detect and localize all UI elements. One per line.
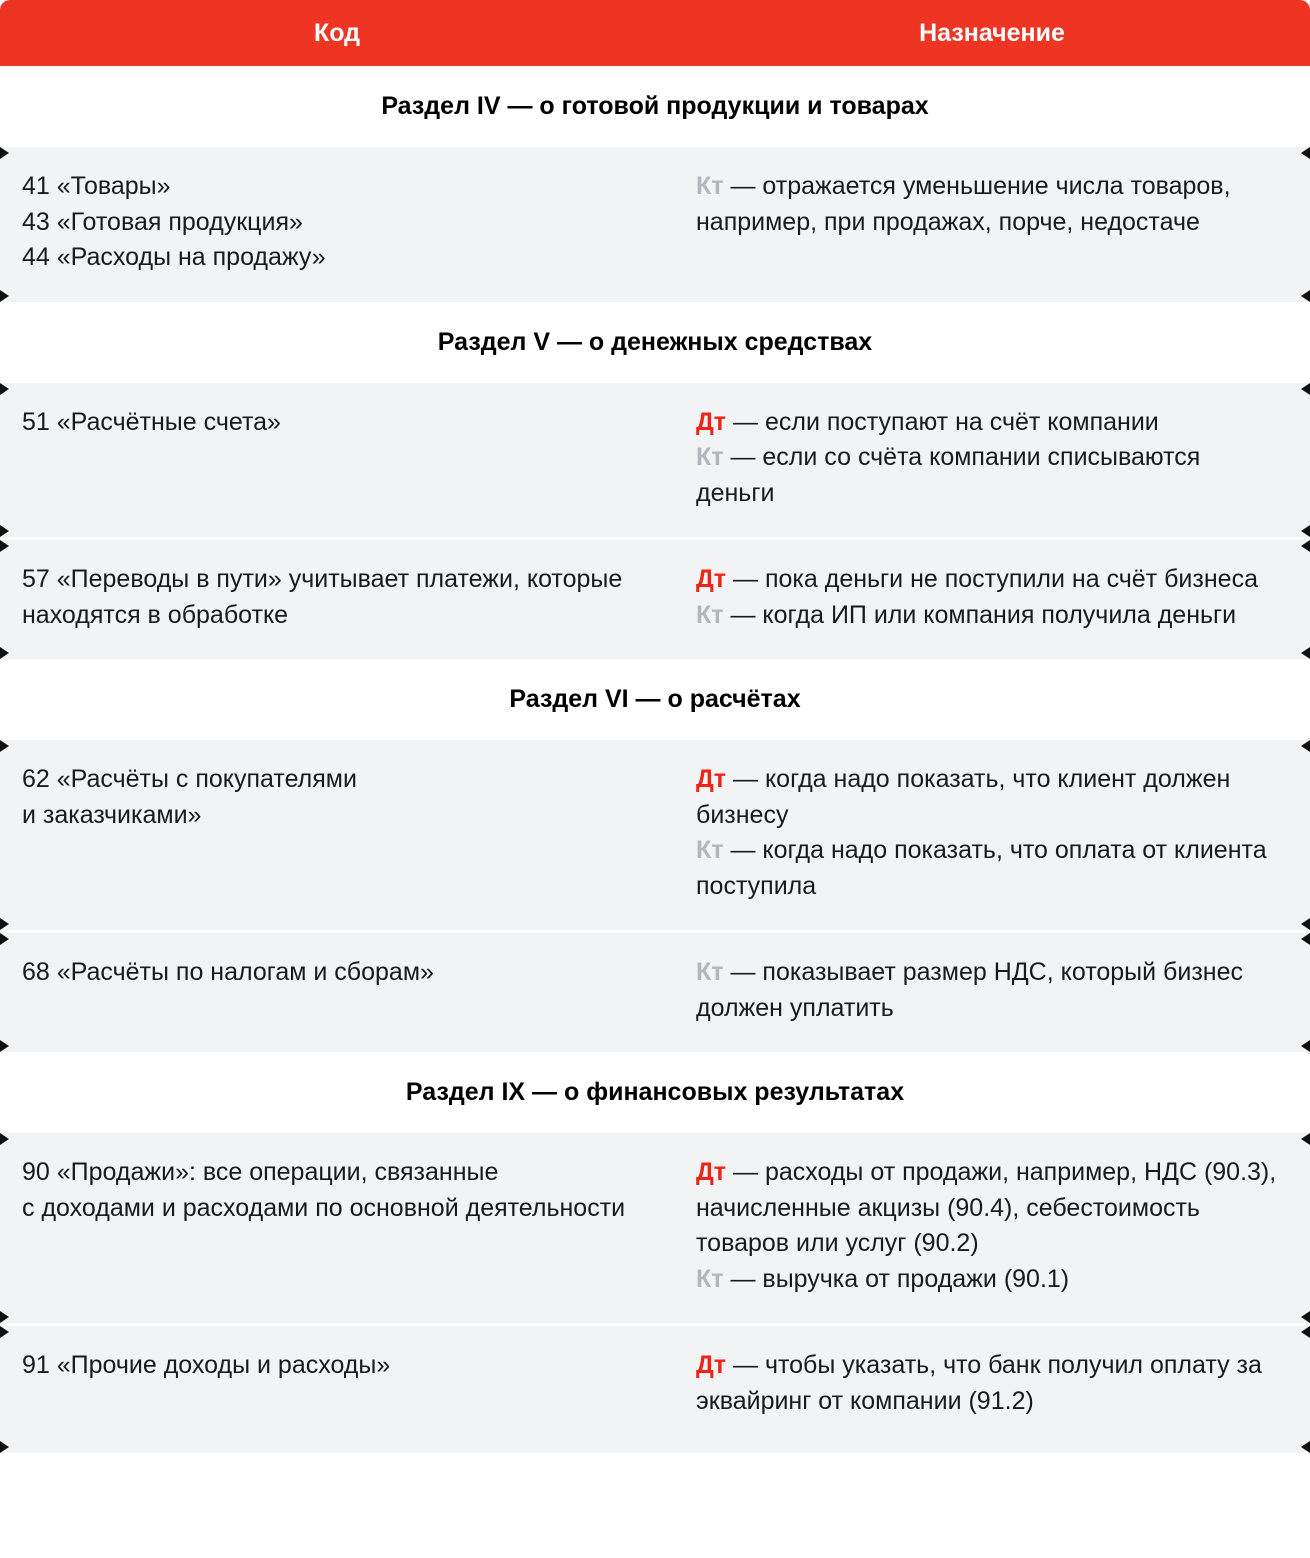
- purpose-entry: [696, 172, 1231, 236]
- corner-marker-icon: [1301, 1326, 1310, 1338]
- purpose-entry: [696, 601, 1236, 629]
- cell-code: 68 «Расчёты по налогам и сборам»: [22, 958, 434, 986]
- purpose-text: — когда надо показать, что оплата от клиента поступила: [696, 836, 1267, 900]
- corner-marker-icon: [0, 647, 9, 659]
- corner-marker-icon: [0, 918, 9, 930]
- corner-marker-icon: [1301, 540, 1310, 552]
- table-header-row: [0, 0, 1310, 66]
- section-title-row: Раздел V — о денежных средствах: [0, 302, 1310, 383]
- debit-label: Дт: [696, 565, 727, 593]
- purpose-text: — пока деньги не поступили на счёт бизнеса: [726, 565, 1258, 593]
- purpose-entry: [696, 1158, 1276, 1257]
- corner-marker-icon: [0, 1441, 9, 1453]
- corner-marker-icon: [0, 525, 9, 537]
- corner-marker-icon: [0, 1133, 9, 1145]
- cell-code: 90 «Продажи»: все операции, связанные с доходами и расходами по основной деятельности: [22, 1158, 626, 1222]
- corner-marker-icon: [1301, 383, 1310, 395]
- corner-marker-icon: [0, 383, 9, 395]
- purpose-text: — показывает размер НДС, который бизнес должен уплатить: [696, 958, 1244, 1022]
- corner-marker-icon: [1301, 290, 1310, 302]
- purpose-entry: [696, 565, 1258, 593]
- table-body: [0, 66, 1310, 1453]
- corner-marker-icon: [0, 1326, 9, 1338]
- corner-marker-icon: [1301, 933, 1310, 945]
- purpose-text: — когда ИП или компания получила деньги: [723, 600, 1237, 629]
- purpose-entry: [696, 1265, 1069, 1293]
- purpose-text: — отражается уменьшение числа товаров, например, при продажах, порче, недостаче: [696, 172, 1231, 236]
- purpose-entry: [696, 443, 1200, 507]
- section-title-row: Раздел IV — о готовой продукции и товарах: [0, 66, 1310, 147]
- purpose-text: — выручка от продажи (90.1): [723, 1264, 1070, 1293]
- corner-marker-icon: [0, 1040, 9, 1052]
- cell-code: 51 «Расчётные счета»: [22, 407, 281, 436]
- credit-label: Кт: [696, 172, 724, 200]
- purpose-text: — если поступают на счёт компании: [726, 407, 1159, 436]
- purpose-text: — если со счёта компании списываются деньги: [696, 443, 1201, 507]
- corner-marker-icon: [1301, 525, 1310, 537]
- credit-label: Кт: [696, 600, 724, 629]
- cell-purpose: [674, 1348, 1310, 1419]
- section-title-row: Раздел VI — о расчётах: [0, 659, 1310, 740]
- credit-label: Кт: [696, 958, 724, 986]
- cell-purpose: [674, 169, 1310, 276]
- corner-marker-icon: [0, 147, 9, 159]
- column-header-purpose: Назначение: [919, 18, 1065, 47]
- table-row: [0, 147, 1310, 302]
- debit-label: Дт: [696, 765, 727, 793]
- corner-marker-icon: [1301, 1311, 1310, 1323]
- cell-code: 41 «Товары» 43 «Готовая продукция» 44 «Расходы на продажу»: [22, 172, 326, 271]
- purpose-entry: [696, 765, 1230, 829]
- table-row: [0, 1323, 1310, 1453]
- cell-code: 62 «Расчёты с покупателями и заказчиками»: [22, 765, 357, 829]
- column-header-code: Код: [313, 18, 361, 47]
- corner-marker-icon: [1301, 647, 1310, 659]
- cell-purpose: [674, 955, 1310, 1026]
- purpose-text: — когда надо показать, что клиент должен бизнесу: [696, 765, 1231, 829]
- corner-marker-icon: [1301, 1133, 1310, 1145]
- purpose-entry: [696, 1351, 1262, 1415]
- corner-marker-icon: [1301, 1040, 1310, 1052]
- purpose-text: — чтобы указать, что банк получил оплату за эквайринг от компании (91.2): [696, 1351, 1262, 1415]
- credit-label: Кт: [696, 443, 724, 471]
- purpose-entry: [696, 408, 1159, 436]
- corner-marker-icon: [1301, 1441, 1310, 1453]
- table-row: [0, 740, 1310, 930]
- debit-label: Дт: [696, 1158, 727, 1186]
- corner-marker-icon: [0, 1311, 9, 1323]
- table-row: [0, 1133, 1310, 1323]
- corner-marker-icon: [1301, 147, 1310, 159]
- corner-marker-icon: [0, 740, 9, 752]
- cell-code: 91 «Прочие доходы и расходы»: [22, 1351, 391, 1379]
- purpose-entry: [696, 958, 1243, 1022]
- credit-label: Кт: [696, 1264, 724, 1293]
- purpose-text: — расходы от продажи, например, НДС (90.3), начисленные акцизы (90.4), себестоимость товаров или услуг (90.2): [696, 1158, 1277, 1257]
- table-row: [0, 383, 1310, 538]
- credit-label: Кт: [696, 836, 724, 864]
- corner-marker-icon: [0, 290, 9, 302]
- purpose-entry: [696, 836, 1267, 900]
- table-row: [0, 537, 1310, 659]
- cell-purpose: [674, 762, 1310, 904]
- corner-marker-icon: [0, 933, 9, 945]
- cell-purpose: [674, 1155, 1310, 1297]
- corner-marker-icon: [0, 540, 9, 552]
- cell-purpose: [674, 562, 1310, 633]
- cell-purpose: [674, 405, 1310, 512]
- cell-code: 57 «Переводы в пути» учитывает платежи, которые находятся в обработке: [22, 565, 623, 629]
- debit-label: Дт: [696, 407, 727, 436]
- corner-marker-icon: [1301, 918, 1310, 930]
- corner-marker-icon: [1301, 740, 1310, 752]
- table-row: [0, 930, 1310, 1052]
- section-title-row: Раздел IX — о финансовых результатах: [0, 1052, 1310, 1133]
- debit-label: Дт: [696, 1351, 727, 1379]
